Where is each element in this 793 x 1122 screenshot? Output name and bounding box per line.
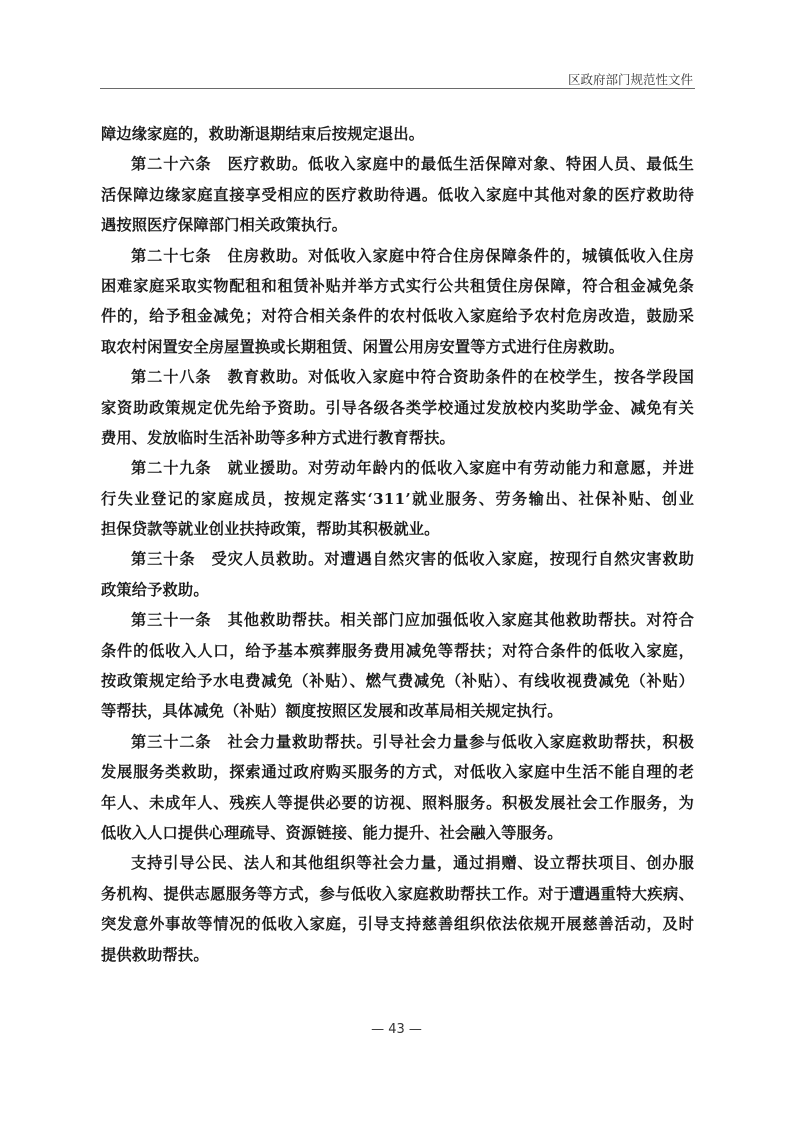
text-line: 障边缘家庭的，救助渐退期结束后按规定退出。 [101,125,425,143]
text-line: 费用、发放临时生活补助等多种方式进行教育帮扶。 [101,428,455,447]
text-line: 第二十九条 就业援助。对劳动年龄内的低收入家庭中有劳动能力和意愿，并进 [131,459,694,478]
page-header [100,66,695,88]
text-line: 第三十二条 社会力量救助帮扶。引导社会力量参与低收入家庭救助帮扶，积极 [131,732,694,751]
text-line: 务机构、提供志愿服务等方式，参与低收入家庭救助帮扶工作。对于遭遇重特大疾病、 [101,884,694,903]
text-line: 第二十七条 住房救助。对低收入家庭中符合住房保障条件的，城镇低收入住房 [131,246,694,265]
text-line: 政策给予救助。 [101,580,209,599]
header-title: 区政府部门规范性文件 [567,72,693,87]
text-line: 活保障边缘家庭直接享受相应的医疗救助待遇。低收入家庭中其他对象的医疗救助待 [101,185,694,204]
text-line: 第二十六条 医疗救助。低收入家庭中的最低生活保障对象、特困人员、最低生 [131,155,694,174]
text-line: 件的，给予租金减免；对符合相关条件的农村低收入家庭给予农村危房改造，鼓励采 [101,307,694,326]
text-line: 条件的低收入人口，给予基本殡葬服务费用减免等帮扶；对符合条件的低收入家庭， [101,641,694,660]
text-line: 行失业登记的家庭成员，按规定落实‘311’就业服务、劳务输出、社保补贴、创业 [101,489,694,508]
text-line: 家资助政策规定优先给予资助。引导各级各类学校通过发放校内奖助学金、减免有关 [101,398,694,417]
text-line: 第二十八条 教育救助。对低收入家庭中符合资助条件的在校学生，按各学段国 [131,368,694,387]
text-line: 第三十一条 其他救助帮扶。相关部门应加强低收入家庭其他救助帮扶。对符合 [131,611,694,630]
text-line: 年人、未成年人、残疾人等提供必要的访视、照料服务。积极发展社会工作服务，为 [101,793,694,812]
text-line: 等帮扶，具体减免（补贴）额度按照区发展和改革局相关规定执行。 [101,702,563,721]
document-body [101,119,694,970]
text-line: 担保贷款等就业创业扶持政策，帮助其积极就业。 [101,520,440,539]
text-line: 突发意外事故等情况的低收入家庭，引导支持慈善组织依法依规开展慈善活动，及时 [101,915,694,934]
text-line: 困难家庭采取实物配租和租赁补贴并举方式实行公共租赁住房保障，符合租金减免条 [101,276,694,295]
text-line: 支持引导公民、法人和其他组织等社会力量，通过捐赠、设立帮扶项目、创办服 [131,854,694,873]
text-line: 取农村闲置安全房屋置换或长期租赁、闲置公用房安置等方式进行住房救助。 [101,337,625,356]
page-number: — 43 — [371,1022,422,1037]
text-line: 遇按照医疗保障部门相关政策执行。 [101,216,348,235]
header-rule [100,88,695,89]
text-line: 第三十条 受灾人员救助。对遭遇自然灾害的低收入家庭，按现行自然灾害救助 [131,550,694,569]
text-line: 低收入人口提供心理疏导、资源链接、能力提升、社会融入等服务。 [101,823,563,842]
text-line: 按政策规定给予水电费减免（补贴）、燃气费减免（补贴）、有线收视费减免（补贴） [101,672,694,691]
text-line: 发展服务类救助，探索通过政府购买服务的方式，对低收入家庭中生活不能自理的老 [101,763,694,782]
text-line: 提供救助帮扶。 [101,945,209,964]
